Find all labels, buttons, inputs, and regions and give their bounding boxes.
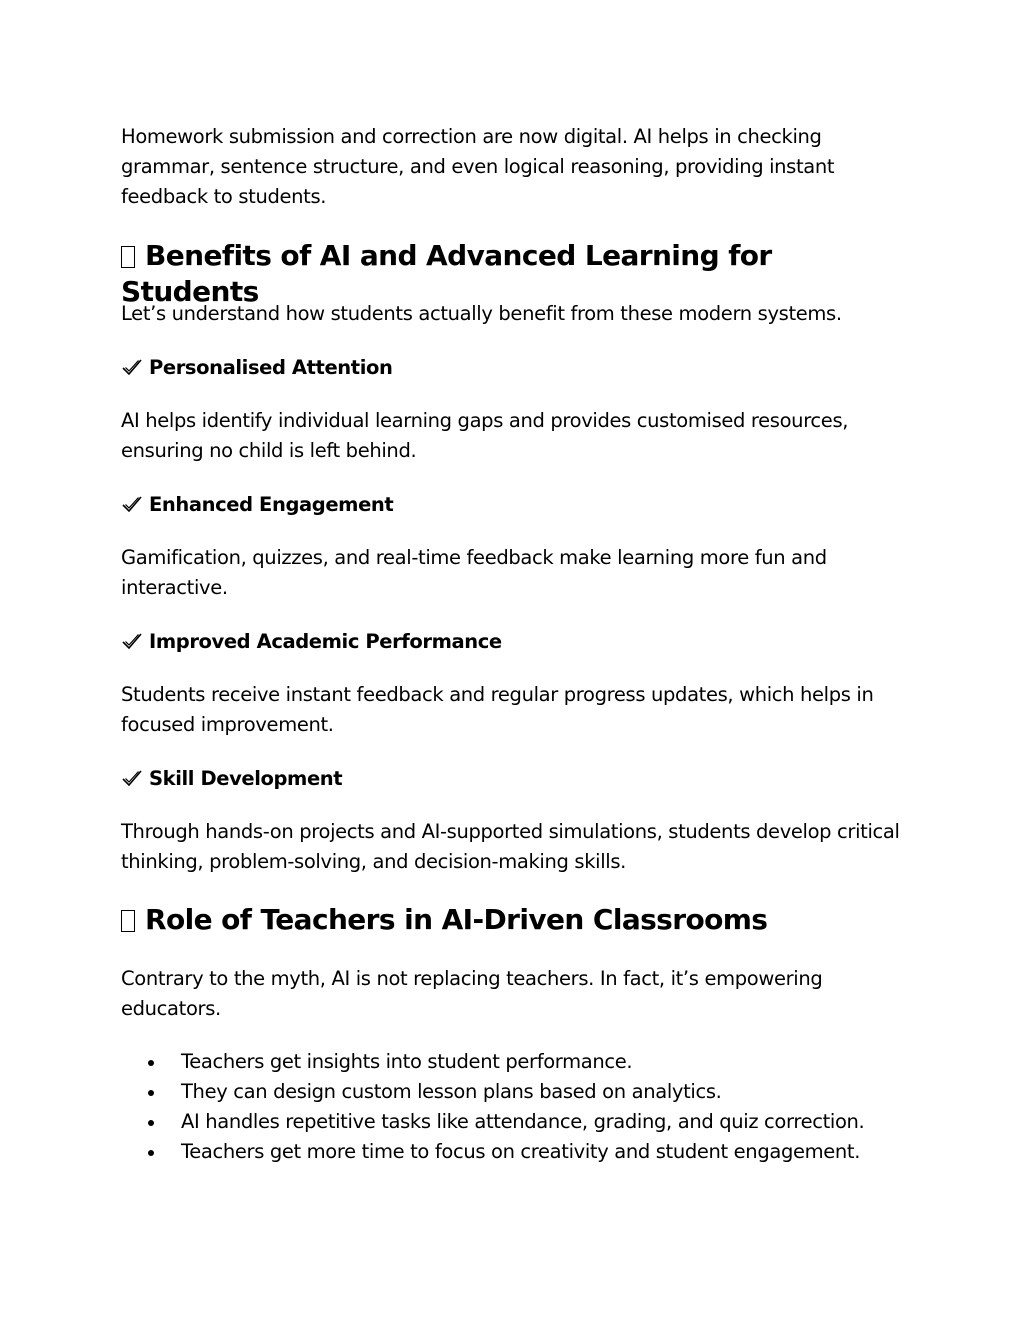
section-heading-benefits-text: Benefits of AI and Advanced Learning for Students bbox=[121, 239, 772, 308]
list-item bbox=[121, 1047, 921, 1077]
bullet-icon bbox=[148, 1120, 154, 1126]
check-mark-icon bbox=[121, 631, 143, 651]
list-item bbox=[121, 1137, 921, 1167]
list-item-text: They can design custom lesson plans based on analytics. bbox=[181, 1080, 722, 1103]
bullet-icon bbox=[148, 1150, 154, 1156]
check-mark-icon bbox=[121, 494, 143, 514]
teachers-bullet-list bbox=[121, 1047, 921, 1167]
benefit-heading-performance bbox=[121, 628, 911, 656]
bullet-icon bbox=[148, 1060, 154, 1066]
benefits-intro: Let’s understand how students actually benefit from these modern systems. bbox=[121, 302, 842, 325]
benefit-text-performance: Students receive instant feedback and regular progress updates, which helps in focused improvement. bbox=[121, 683, 874, 736]
check-mark-icon bbox=[121, 768, 143, 788]
benefit-heading-personalised bbox=[121, 354, 911, 382]
list-item-text: AI handles repetitive tasks like attendance, grading, and quiz correction. bbox=[181, 1110, 865, 1133]
intro-paragraph: Homework submission and correction are now digital. AI helps in checking grammar, sentence structure, and even logical reasoning, providing instant feedback to students. bbox=[121, 125, 835, 208]
benefit-title: Enhanced Engagement bbox=[149, 493, 394, 516]
list-item-text: Teachers get insights into student performance. bbox=[181, 1050, 633, 1073]
benefit-text-engagement: Gamification, quizzes, and real-time feedback make learning more fun and interactive. bbox=[121, 546, 827, 599]
list-item bbox=[121, 1107, 921, 1137]
benefit-heading-engagement bbox=[121, 491, 911, 519]
bullet-icon bbox=[148, 1090, 154, 1096]
section-heading-teachers-text: Role of Teachers in AI-Driven Classrooms bbox=[145, 903, 768, 936]
benefit-heading-skills bbox=[121, 765, 911, 793]
missing-glyph-box-icon bbox=[121, 246, 135, 268]
missing-glyph-box-icon bbox=[121, 910, 135, 932]
benefit-text-skills: Through hands-on projects and AI-supported simulations, students develop critical thinking, problem-solving, and decision-making skills. bbox=[121, 820, 900, 873]
benefit-title: Skill Development bbox=[149, 767, 343, 790]
teachers-intro: Contrary to the myth, AI is not replacing teachers. In fact, it’s empowering educators. bbox=[121, 967, 823, 1020]
check-mark-icon bbox=[121, 357, 143, 377]
list-item bbox=[121, 1077, 921, 1107]
benefit-title: Improved Academic Performance bbox=[149, 630, 502, 653]
list-item-text: Teachers get more time to focus on creativity and student engagement. bbox=[181, 1140, 861, 1163]
section-heading-teachers bbox=[121, 902, 911, 938]
benefit-title: Personalised Attention bbox=[149, 356, 393, 379]
benefit-text-personalised: AI helps identify individual learning gaps and provides customised resources, ensuring no child is left behind. bbox=[121, 409, 849, 462]
